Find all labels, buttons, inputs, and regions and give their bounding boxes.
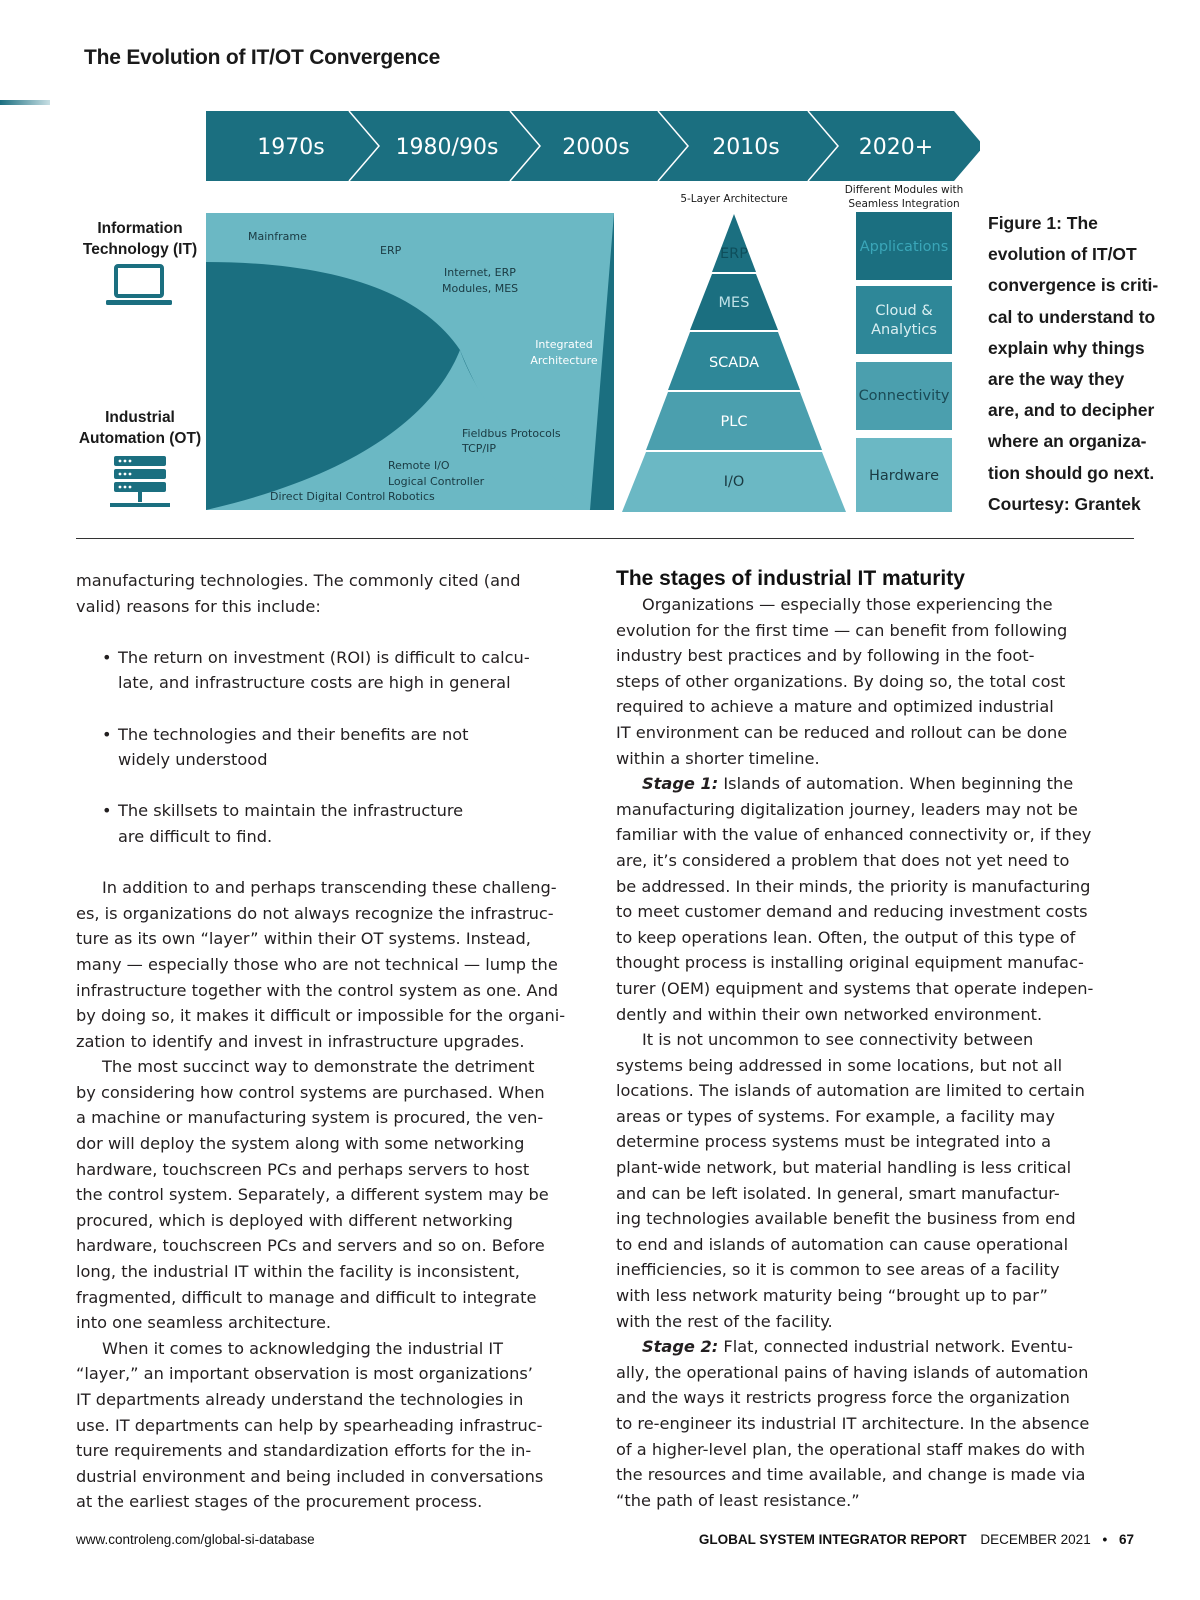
body-line: fragmented, difficult to manage and difficult to integrate xyxy=(76,1287,537,1307)
figure-caption xyxy=(988,208,1168,520)
body-line: with less network maturity being “brought up to par” xyxy=(616,1286,1048,1306)
caption-line: cal to understand to xyxy=(988,306,1156,327)
right-column xyxy=(616,566,1136,1513)
body-line: thought process is installing original equipment manufac- xyxy=(616,953,1084,973)
caption-line: Courtesy: Grantek xyxy=(988,493,1141,514)
body-line: “layer,” an important observation is most organizations’ xyxy=(76,1364,533,1384)
body-line: at the earliest stages of the procurement process. xyxy=(76,1492,483,1512)
body-line: and the ways it restricts progress force the organization xyxy=(616,1388,1070,1408)
body-line: systems being addressed in some locations, but not all xyxy=(616,1055,1063,1075)
ot-stage-label: Remote I/O xyxy=(388,459,450,472)
body-line: In addition to and perhaps transcending these challeng- xyxy=(102,878,557,898)
body-line: areas or types of systems. For example, a facility may xyxy=(616,1106,1055,1126)
body-line: “the path of least resistance.” xyxy=(616,1490,860,1510)
body-line: into one seamless architecture. xyxy=(76,1313,332,1333)
body-line: dustrial environment and being included in conversations xyxy=(76,1466,544,1486)
body-line: manufacturing digitalization journey, leaders may not be xyxy=(616,799,1078,819)
body-line: ally, the operational pains of having islands of automation xyxy=(616,1362,1089,1382)
bullet-item xyxy=(76,747,591,773)
module-label: Cloud & xyxy=(875,303,933,319)
bullet-item: • The return on investment (ROI) is difficult to calcu- xyxy=(102,647,530,667)
footer-date: DECEMBER 2021 xyxy=(980,1532,1091,1547)
module-label: Connectivity xyxy=(858,388,950,404)
ot-stage-label: TCP/IP xyxy=(462,442,496,455)
section-divider xyxy=(76,538,1134,539)
figure-title: The Evolution of IT/OT Convergence xyxy=(84,46,441,69)
body-line: evolution for the first time — can benefit from following xyxy=(616,620,1068,640)
five-layer-pyramid xyxy=(622,193,846,512)
integrated-label: Architecture xyxy=(530,354,598,367)
ot-stage-label: Direct Digital Control xyxy=(270,490,386,503)
caption-line: tion should go next. xyxy=(988,462,1155,483)
body-line: ture requirements and standardization efforts for the in- xyxy=(76,1441,532,1461)
convergence-diagram xyxy=(206,213,614,510)
it-ot-convergence-figure xyxy=(0,100,980,520)
footer-info xyxy=(699,1532,1134,1547)
it-label: Information xyxy=(97,220,183,237)
body-text: Flat, connected industrial network. Eventu- xyxy=(718,1337,1073,1357)
body-line: inefficiencies, so it is common to see areas of a facility xyxy=(616,1260,1060,1280)
body-line: with the rest of the facility. xyxy=(616,1311,833,1331)
caption-line: are the way they xyxy=(988,369,1125,390)
body-line: plant-wide network, but material handling is less critical xyxy=(616,1158,1072,1178)
module-label: Applications xyxy=(859,239,949,255)
modules-title: Seamless Integration xyxy=(848,198,960,210)
server-icon xyxy=(110,456,170,507)
body-line: hardware, touchscreen PCs and servers and so on. Before xyxy=(76,1236,545,1256)
timeline-label: 1980/90s xyxy=(395,135,499,160)
ot-label: Automation (OT) xyxy=(78,430,202,447)
body-line: IT environment can be reduced and rollout can be done xyxy=(616,722,1068,742)
body-line: steps of other organizations. By doing so, the total cost xyxy=(616,671,1066,691)
ot-stage-label: Fieldbus Protocols xyxy=(462,427,561,440)
bullet-item xyxy=(76,670,591,696)
module-label: Hardware xyxy=(868,468,940,484)
body-line: familiar with the value of enhanced connectivity or, if they xyxy=(616,825,1092,845)
bullet-item xyxy=(76,824,591,850)
module-label: Analytics xyxy=(871,322,937,338)
timeline-label: 2000s xyxy=(562,135,630,160)
bullet-item: • The technologies and their benefits are not xyxy=(102,724,469,744)
pyramid-layer-label: I/O xyxy=(723,474,745,490)
section-heading: The stages of industrial IT maturity xyxy=(616,567,965,590)
body-line: to end and islands of automation can cause operational xyxy=(616,1234,1069,1254)
modules-stack xyxy=(845,184,964,512)
body-line: the resources and time available, and change is made via xyxy=(616,1465,1086,1485)
body-line: valid) reasons for this include: xyxy=(76,596,321,616)
pyramid-layer-label: SCADA xyxy=(708,355,760,371)
page-number: 67 xyxy=(1118,1532,1134,1547)
left-column xyxy=(76,568,591,1515)
body-line: to re-engineer its industrial IT architecture. In the absence xyxy=(616,1414,1090,1433)
it-label: Technology (IT) xyxy=(82,241,198,258)
caption-line: explain why things xyxy=(988,337,1145,358)
body-line: The most succinct way to demonstrate the detriment xyxy=(102,1057,535,1077)
pyramid-layer-label: MES xyxy=(718,295,750,311)
it-stage-label: Modules, MES xyxy=(442,282,519,295)
footer-url[interactable]: www.controleng.com/global-si-database xyxy=(76,1532,315,1547)
body-line: dor will deploy the system along with some networking xyxy=(76,1134,525,1154)
integrated-label: Integrated xyxy=(535,338,593,351)
pyramid-layer-label: PLC xyxy=(720,414,748,430)
body-line: are, it’s considered a problem that does not yet need to xyxy=(616,850,1070,870)
caption-line: convergence is criti- xyxy=(988,275,1159,296)
body-text: Islands of automation. When beginning the xyxy=(718,774,1074,794)
body-line: use. IT departments can help by spearheading infrastruc- xyxy=(76,1415,543,1435)
body-line: be addressed. In their minds, the priority is manufacturing xyxy=(616,876,1091,896)
body-line: turer (OEM) equipment and systems that operate indepen- xyxy=(616,978,1094,998)
footer-separator: • xyxy=(1102,1532,1108,1547)
it-stage-label: ERP xyxy=(380,244,402,257)
bullet-text: late, and infrastructure costs are high in general xyxy=(118,673,511,693)
body-line: Organizations — especially those experiencing the xyxy=(642,595,1053,614)
body-line xyxy=(616,1334,1136,1360)
body-line: industry best practices and by following in the foot- xyxy=(616,646,1035,666)
body-line: to keep operations lean. Often, the output of this type of xyxy=(616,927,1076,947)
body-line: ing technologies available benefit the business from end xyxy=(616,1209,1076,1229)
timeline-label: 2010s xyxy=(712,135,780,160)
body-line: dently and within their own networked environment. xyxy=(616,1004,1043,1024)
pyramid-layer-label: ERP xyxy=(720,246,748,262)
body-line: within a shorter timeline. xyxy=(616,748,820,768)
body-line: es, is organizations do not always recognize the infrastruc- xyxy=(76,903,554,923)
bullet-text: The skillsets to maintain the infrastructure xyxy=(118,801,464,821)
body-line: by doing so, it makes it difficult or impossible for the organi- xyxy=(76,1006,566,1026)
body-line: by considering how control systems are purchased. When xyxy=(76,1082,545,1102)
footer-report-name: GLOBAL SYSTEM INTEGRATOR REPORT xyxy=(698,1532,967,1547)
body-line: zation to identify and invest in infrastructure upgrades. xyxy=(76,1031,525,1051)
body-line: determine process systems must be integrated into a xyxy=(616,1132,1052,1152)
body-line: many — especially those who are not technical — lump the xyxy=(76,954,558,974)
body-line xyxy=(616,771,1136,797)
bullet-text: widely understood xyxy=(118,750,268,770)
caption-line: Figure 1: The xyxy=(988,213,1098,233)
body-line: a machine or manufacturing system is procured, the ven- xyxy=(76,1108,544,1128)
timeline-label: 1970s xyxy=(257,135,325,160)
caption-line: are, and to decipher xyxy=(988,400,1155,421)
body-line: hardware, touchscreen PCs and perhaps servers to host xyxy=(76,1159,530,1179)
bullet-text: The return on investment (ROI) is difficult to calcu- xyxy=(118,647,530,667)
body-line: locations. The islands of automation are limited to certain xyxy=(616,1081,1085,1101)
body-line: to meet customer demand and reducing investment costs xyxy=(616,902,1088,922)
bullet-item: • The skillsets to maintain the infrastructure xyxy=(102,801,464,821)
caption-line: evolution of IT/OT xyxy=(988,244,1137,265)
body-line: It is not uncommon to see connectivity between xyxy=(642,1030,1034,1050)
body-line: infrastructure together with the control system as one. And xyxy=(76,980,559,1000)
bullet-text: are difficult to find. xyxy=(118,826,273,846)
laptop-icon xyxy=(106,266,172,305)
body-line: and can be left isolated. In general, smart manufactur- xyxy=(616,1183,1060,1203)
body-line: required to achieve a mature and optimized industrial xyxy=(616,697,1054,717)
ot-stage-label: Logical Controller xyxy=(388,475,485,488)
body-line: procured, which is deployed with different networking xyxy=(76,1210,513,1230)
bullet-text: The technologies and their benefits are not xyxy=(118,724,469,744)
caption-line: where an organiza- xyxy=(988,431,1147,452)
body-line: long, the industrial IT within the facility is inconsistent, xyxy=(76,1262,520,1282)
modules-title: Different Modules with xyxy=(844,184,964,196)
ot-stage-label: Robotics xyxy=(388,490,435,503)
it-stage-label: Internet, ERP xyxy=(444,266,516,279)
timeline xyxy=(206,111,980,181)
it-stage-label: Mainframe xyxy=(248,230,307,243)
stage-label: Stage 2: xyxy=(642,1337,719,1357)
body-line: IT departments already understand the technologies in xyxy=(76,1390,524,1409)
body-line: manufacturing technologies. The commonly cited (and xyxy=(76,571,521,590)
stage-label: Stage 1: xyxy=(642,774,719,794)
body-line: of a higher-level plan, the operational staff makes do with xyxy=(616,1439,1086,1459)
ot-label: Industrial xyxy=(105,409,175,426)
body-line: When it comes to acknowledging the industrial IT xyxy=(102,1338,504,1358)
timeline-label: 2020+ xyxy=(858,135,934,160)
pyramid-title: 5-Layer Architecture xyxy=(680,193,788,205)
body-line: ture as its own “layer” within their OT systems. Instead, xyxy=(76,929,531,949)
body-line: the control system. Separately, a different system may be xyxy=(76,1185,549,1205)
